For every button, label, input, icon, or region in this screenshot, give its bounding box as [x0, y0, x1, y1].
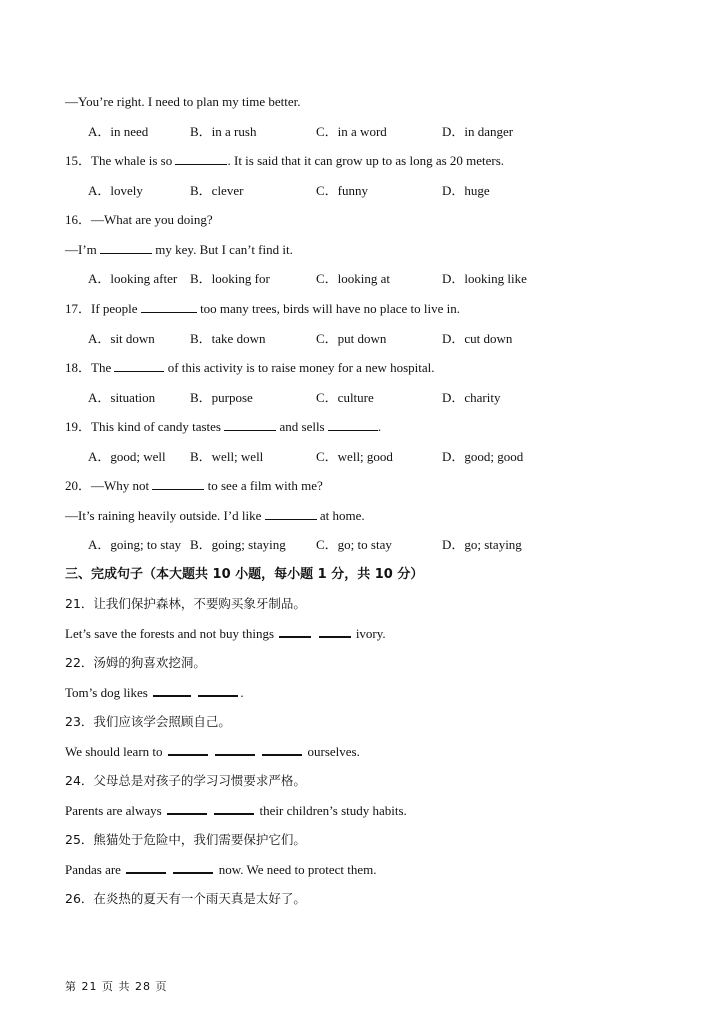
q20-answer-post: at home. — [319, 508, 365, 523]
q25-blank-2[interactable] — [173, 862, 213, 874]
q23-text-pre: We should learn to — [65, 744, 163, 759]
q20-option-b[interactable]: B．going; staying — [190, 537, 286, 552]
q19-option-c[interactable]: C．well; good — [316, 449, 393, 464]
q16-option-b[interactable]: B．looking for — [190, 271, 270, 286]
q17-option-b[interactable]: B．take down — [190, 331, 266, 346]
q24-text-pre: Parents are always — [65, 803, 162, 818]
q20-answer-pre: —It’s raining heavily outside. I’d like — [65, 508, 262, 523]
q16-option-d[interactable]: D．looking like — [442, 271, 527, 286]
q25-blank-1[interactable] — [126, 862, 166, 874]
q15-option-c[interactable]: C．funny — [316, 183, 369, 198]
q20-answer-line — [65, 508, 365, 524]
q19-blank-2[interactable] — [328, 420, 378, 431]
q23-text-post: ourselves. — [307, 744, 360, 759]
q19-text-pre: 19．This kind of candy tastes — [65, 419, 221, 434]
q23-english — [65, 744, 360, 760]
q14-option-c[interactable]: C．in a word — [316, 124, 387, 139]
q16-blank[interactable] — [100, 243, 152, 254]
q21-text-pre: Let’s save the forests and not buy things — [65, 626, 275, 641]
q14-option-d[interactable]: D．in danger — [442, 124, 514, 139]
q15-option-a[interactable]: A．lovely — [88, 183, 143, 198]
q16-text-pre: —I’m — [65, 242, 97, 257]
q19-question — [65, 419, 381, 435]
page-footer: 第 21 页 共 28 页 — [65, 980, 168, 993]
q24-text-post: their children’s study habits. — [259, 803, 407, 818]
q18-blank[interactable] — [114, 361, 164, 372]
q15-blank[interactable] — [175, 154, 227, 165]
q17-option-a[interactable]: A．sit down — [88, 331, 155, 346]
q19-text-post: . — [377, 419, 382, 434]
q25-text-pre: Pandas are — [65, 862, 121, 877]
section-3-title: 三、完成句子（本大题共 10 小题，每小题 1 分，共 10 分） — [65, 567, 424, 582]
q25-chinese: 25．熊猫处于危险中，我们需要保护它们。 — [65, 832, 306, 847]
q26-chinese: 26．在炎热的夏天有一个雨天真是太好了。 — [65, 891, 306, 906]
q16-option-a[interactable]: A．looking after — [88, 271, 178, 286]
q17-text-post: too many trees, birds will have no place to live in. — [200, 301, 460, 316]
q14-option-b[interactable]: B．in a rush — [190, 124, 257, 139]
q22-blank-1[interactable] — [153, 685, 191, 697]
q16-question: 16．—What are you doing? — [65, 212, 213, 227]
q15-option-b[interactable]: B．clever — [190, 183, 244, 198]
q18-question — [65, 360, 435, 376]
q18-option-b[interactable]: B．purpose — [190, 390, 253, 405]
q23-blank-1[interactable] — [168, 744, 208, 756]
q22-text-post: . — [240, 685, 244, 700]
q20-blank-1[interactable] — [152, 479, 204, 490]
q19-blank-1[interactable] — [224, 420, 276, 431]
q23-blank-2[interactable] — [215, 744, 255, 756]
q23-chinese: 23．我们应该学会照顾自己。 — [65, 714, 231, 729]
q17-question — [65, 301, 460, 317]
q21-english — [65, 626, 386, 642]
q18-option-c[interactable]: C．culture — [316, 390, 374, 405]
q22-chinese: 22．汤姆的狗喜欢挖洞。 — [65, 655, 206, 670]
q20-text-pre: 20．—Why not — [65, 478, 150, 493]
q20-option-c[interactable]: C．go; to stay — [316, 537, 392, 552]
q17-option-d[interactable]: D．cut down — [442, 331, 513, 346]
q16-answer-line — [65, 242, 293, 258]
q19-option-b[interactable]: B．well; well — [190, 449, 264, 464]
q24-blank-2[interactable] — [214, 803, 254, 815]
q19-option-a[interactable]: A．good; well — [88, 449, 166, 464]
q24-chinese: 24．父母总是对孩子的学习习惯要求严格。 — [65, 773, 306, 788]
q25-english — [65, 862, 377, 878]
q19-text-mid: and sells — [279, 419, 325, 434]
q17-option-c[interactable]: C．put down — [316, 331, 387, 346]
q16-option-c[interactable]: C．looking at — [316, 271, 391, 286]
q18-text-post: of this activity is to raise money for a new hospital. — [167, 360, 435, 375]
q15-text-pre: 15．The whale is so — [65, 153, 173, 168]
q20-text-post: to see a film with me? — [207, 478, 323, 493]
q22-blank-2[interactable] — [198, 685, 238, 697]
q18-option-d[interactable]: D．charity — [442, 390, 501, 405]
q22-text-pre: Tom’s dog likes — [65, 685, 148, 700]
q15-text-post: . It is said that it can grow up to as long as 20 meters. — [227, 153, 505, 168]
q24-english — [65, 803, 407, 819]
q18-text-pre: 18．The — [65, 360, 112, 375]
q21-text-post: ivory. — [355, 626, 386, 641]
q18-option-a[interactable]: A．situation — [88, 390, 156, 405]
q20-option-a[interactable]: A．going; to stay — [88, 537, 182, 552]
q19-option-d[interactable]: D．good; good — [442, 449, 524, 464]
q21-blank-2[interactable] — [319, 626, 351, 638]
q24-blank-1[interactable] — [167, 803, 207, 815]
q22-english — [65, 685, 244, 701]
q15-question — [65, 153, 504, 169]
q21-chinese: 21．让我们保护森林，不要购买象牙制品。 — [65, 596, 306, 611]
q20-question — [65, 478, 323, 494]
q16-text-post: my key. But I can’t find it. — [155, 242, 293, 257]
q23-blank-3[interactable] — [262, 744, 302, 756]
q20-option-d[interactable]: D．go; staying — [442, 537, 522, 552]
q25-text-post: now. We need to protect them. — [218, 862, 377, 877]
q14-answer-line: —You’re right. I need to plan my time better. — [65, 94, 301, 109]
q20-blank-2[interactable] — [265, 509, 317, 520]
q17-blank[interactable] — [141, 302, 197, 313]
q15-option-d[interactable]: D．huge — [442, 183, 490, 198]
q21-blank-1[interactable] — [279, 626, 311, 638]
q17-text-pre: 17．If people — [65, 301, 138, 316]
q14-option-a[interactable]: A．in need — [88, 124, 149, 139]
